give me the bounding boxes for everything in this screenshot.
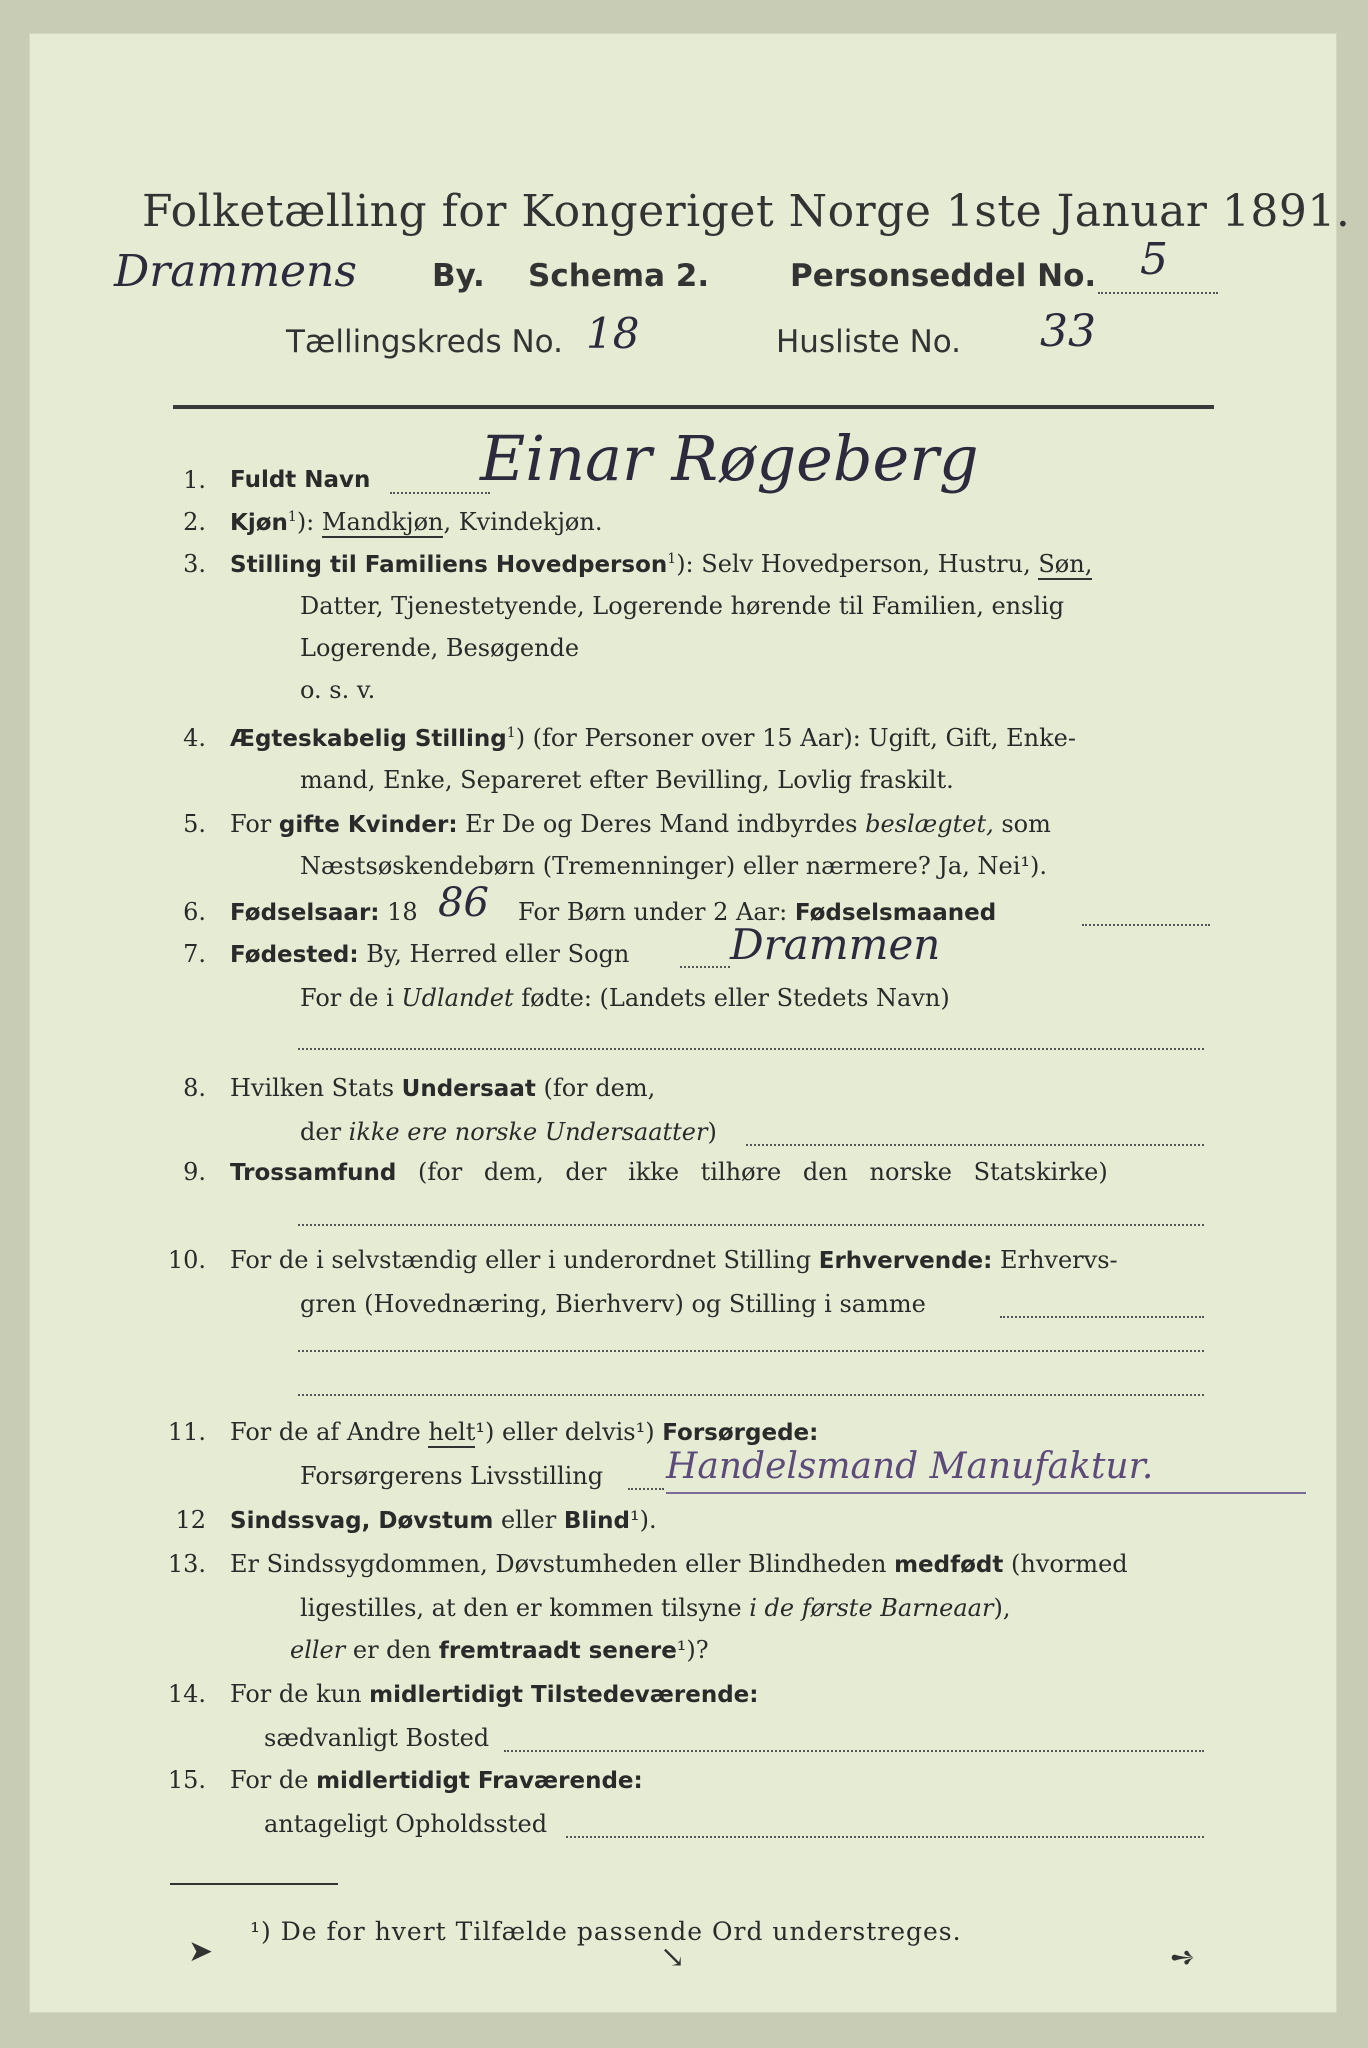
q1-label: Fuldt Navn [230,467,371,493]
q7-line1 [230,940,629,968]
q5-line2: Næstsøskendebørn (Tremenninger) eller nærmere? Ja, Nei¹). [300,852,1047,880]
q7-label: Fødested: [230,942,359,968]
q3-son-underlined: Søn, [1038,550,1093,578]
q6-label: Fødselsaar: [230,900,380,926]
item-number: 2. [183,508,206,536]
q11-pre: For de af Andre [230,1418,429,1446]
husliste-label: Husliste No. [776,324,962,360]
q10-line2: gren (Hovednæring, Bierhverv) og Stilling i samme [300,1290,926,1318]
q7-dots [680,966,730,968]
q9-line [230,1158,1108,1186]
q13-l3-end: ¹)? [676,1636,709,1664]
q15-pre: For de [230,1766,317,1794]
item-number: 14. [167,1680,206,1708]
q5-line1 [230,810,1051,838]
q4-line2: mand, Enke, Separeret efter Bevilling, Lovlig fraskilt. [300,766,954,794]
q7-rest: By, Herred eller Sogn [358,940,630,968]
q7-l2-rest: fødte: (Landets eller Stedets Navn) [513,984,950,1012]
q10-line1 [230,1246,1118,1274]
footnote: ¹) De for hvert Tilfælde passende Ord understreges. [250,1917,962,1946]
q13-l3-mid: er den [345,1636,439,1664]
q2-sup: 1 [287,509,297,525]
q2-rest2: , Kvindekjøn. [443,508,603,536]
q13-line3 [290,1636,709,1664]
q1-answer-name: Einar Røgeberg [480,422,979,495]
q5-italic: beslægtet, [865,810,994,838]
item-number: 9. [183,1158,206,1186]
q13-l2-end: ), [993,1594,1011,1622]
taellingskreds-label: Tællingskreds No. [286,324,563,360]
q11-mid: ¹) eller delvis¹) [475,1418,663,1446]
husliste-number: 33 [1040,306,1096,357]
item-number: 13. [167,1550,206,1578]
q2-rest1: ): [296,508,322,536]
by-label: By. [432,258,485,294]
footnote-rule [170,1883,338,1885]
q15-dots [566,1836,1204,1838]
q1-dots [390,492,490,494]
registration-mark-right: ➺ [1170,1940,1196,1975]
q2-line [230,508,602,536]
q7-line2 [300,984,950,1012]
item-number: 7. [183,940,206,968]
q8-l2-pre: der [300,1118,349,1146]
q12-label: Sindssvag, Døvstum [230,1508,494,1534]
q10-blank-dots-2 [298,1394,1204,1396]
header-rule [173,405,1214,409]
q9-blank-dots [298,1224,1204,1226]
q2-male-underlined: Mandkjøn [321,508,444,536]
registration-mark-left: ➤ [188,1934,214,1969]
q15-line2: antageligt Opholdssted [264,1810,548,1838]
q7-l2-italic: Udlandet [401,984,514,1012]
personseddel-dots [1098,292,1218,294]
q5-rest: Er De og Deres Mand indbyrdes [457,810,866,838]
q10-label: Erhvervende: [818,1248,993,1274]
form-title: Folketælling for Kongeriget Norge 1ste Januar 1891. [142,186,1351,237]
q13-end: (hvormed [1003,1550,1128,1578]
q6-prefix: 18 [387,898,418,926]
q14-line1 [230,1680,758,1708]
q8-rest: (for dem, [535,1074,656,1102]
item-number: 10. [167,1246,206,1274]
q7-answer: Drammen [730,920,941,969]
q11-line1 [230,1418,818,1446]
q6-dots [1082,924,1210,926]
q3-line4: o. s. v. [300,676,376,704]
q6-line [230,898,418,926]
q13-pre: Er Sindssygdommen, Døvstumheden eller Blindheden [230,1550,895,1578]
q11-answer-underline [666,1492,1306,1494]
q10-end: Erhvervs- [992,1246,1118,1274]
item-number: 11. [167,1418,206,1446]
item-number: 12 [175,1506,206,1534]
q8-l2-italic: ikke ere norske Undersaatter [348,1118,708,1146]
q13-label: medfødt [894,1552,1004,1578]
q3-label: Stilling til Familiens Hovedperson [230,552,668,578]
q8-l2-end: ) [707,1118,717,1146]
taellingskreds-number: 18 [586,309,640,358]
item-number: 8. [183,1074,206,1102]
q8-line1 [230,1074,655,1102]
q6-year: 86 [438,880,489,926]
item-number: 4. [183,724,206,752]
q4-l1-rest: ) (for Personer over 15 Aar): Ugift, Gift, Enke- [515,724,1076,752]
q15-line1 [230,1766,643,1794]
q5-label: gifte Kvinder: [278,812,458,838]
q14-label: midlertidigt Tilstedeværende: [369,1682,759,1708]
personseddel-label: Personseddel No. [790,258,1097,294]
q6-label2: Fødselsmaaned [794,900,997,926]
q13-line2 [300,1594,1010,1622]
q9-label: Trossamfund [230,1160,397,1186]
q3-line3: Logerende, Besøgende [300,634,580,662]
q8-pre: Hvilken Stats [230,1074,402,1102]
q10-blank-dots-1 [298,1350,1204,1352]
personseddel-number: 5 [1140,234,1168,285]
item-number: 5. [183,810,206,838]
q11-helt-underlined: helt [428,1418,476,1446]
registration-mark-center: ↘ [660,1940,686,1975]
q6-mid: For Børn under 2 Aar: [518,898,795,926]
q13-l2-pre: ligestilles, at den er kommen tilsyne [300,1594,750,1622]
q9-rest: (for dem, der ikke tilhøre den norske Statskirke) [396,1158,1108,1186]
q12-rest1: eller [493,1506,564,1534]
city-handwritten: Drammens [114,246,357,297]
q8-label: Undersaat [401,1076,536,1102]
q3-line1: Stilling til Familiens Hovedperson$^1$): Selv Hovedperson, Hustru, Søn, [230,550,1093,578]
item-number: 15. [167,1766,206,1794]
q12-rest2: ¹). [629,1506,657,1534]
q8-line2 [300,1118,717,1146]
q4-label: Ægteskabelig Stilling [230,726,507,752]
schema-label: Schema 2. [528,258,710,294]
q4-line1: Ægteskabelig Stilling$^1$) (for Personer over 15 Aar): Ugift, Gift, Enke- [230,724,1076,752]
q12-line [230,1506,657,1534]
q12-label2: Blind [563,1508,630,1534]
q11-answer: Handelsmand Manufaktur. [666,1446,1154,1487]
q14-dots [504,1750,1204,1752]
census-form [30,34,1351,2012]
q7-blank-dots [298,1048,1204,1050]
q2-label: Kjøn [230,510,288,536]
q3-line2: Datter, Tjenestetyende, Logerende hørende til Familien, enslig [300,592,1065,620]
q11-label: Forsørgede: [662,1420,819,1446]
q5-pre: For [230,810,279,838]
q13-line1 [230,1550,1128,1578]
q11-line2: Forsørgerens Livsstilling [300,1462,604,1490]
q8-dots [746,1144,1204,1146]
q3-l1-rest: ): Selv Hovedperson, Hustru, [676,550,1039,578]
q10-pre: For de i selvstændig eller i underordnet Stilling [230,1246,819,1274]
q15-label: midlertidigt Fraværende: [316,1768,643,1794]
q13-l3-italic: eller [290,1636,346,1664]
q13-l3-label: fremtraadt senere [438,1638,677,1664]
q10-dots [1000,1316,1204,1318]
q7-l2-pre: For de i [300,984,402,1012]
q11-dots [628,1488,664,1490]
item-number: 1. [183,466,206,494]
q5-end: som [993,810,1051,838]
item-number: 6. [183,898,206,926]
q14-pre: For de kun [230,1680,370,1708]
q14-line2: sædvanligt Bosted [264,1724,490,1752]
item-number: 3. [183,550,206,578]
q13-l2-italic: i de første Barneaar [749,1594,994,1622]
